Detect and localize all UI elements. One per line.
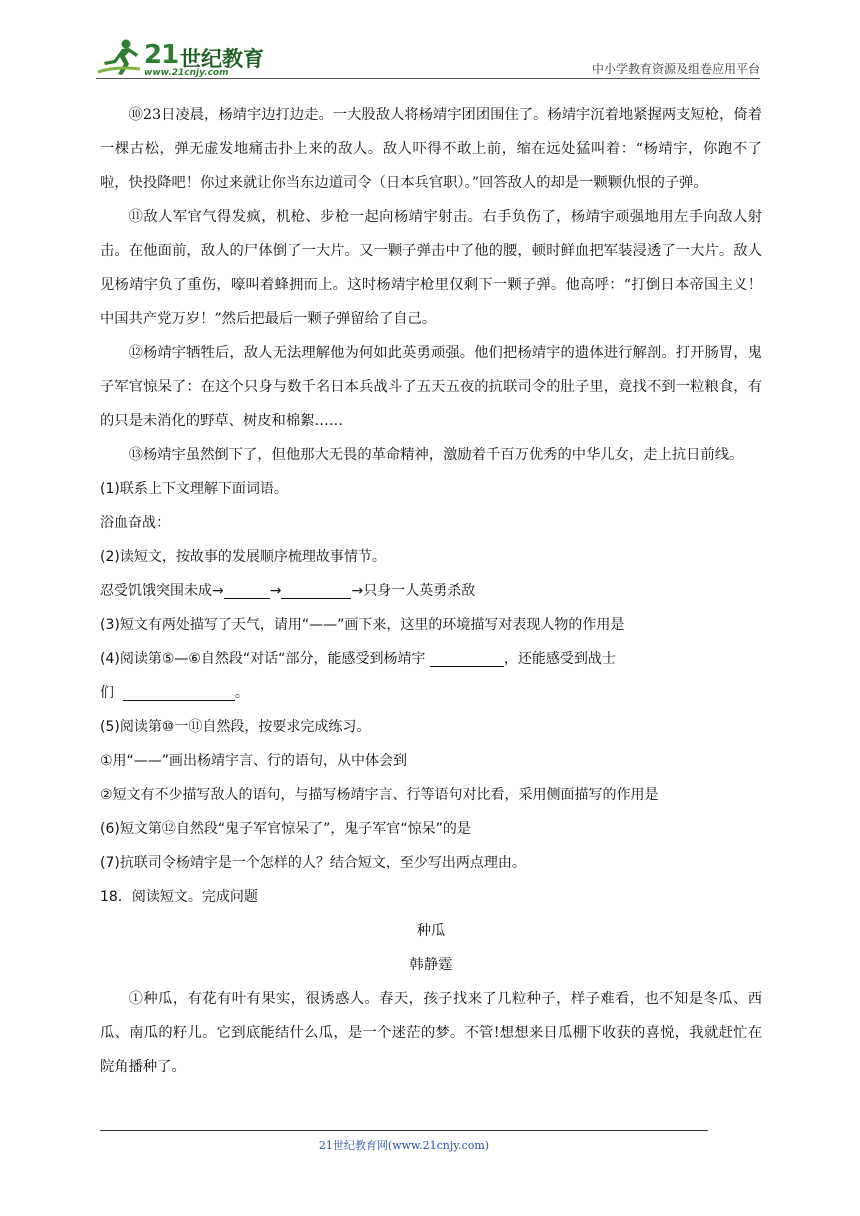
q4-text-b: ，还能感受到战士 (503, 651, 616, 667)
question-6: (6)短文第⑫自然段“鬼子军官惊呆了”，鬼子军官“惊呆”的是 (100, 821, 471, 837)
logo-url: www.21cnjy.com (144, 68, 229, 78)
answer-blank[interactable] (281, 582, 351, 599)
paragraph-12: ⑫杨靖宇牺牲后，敌人无法理解他为何如此英勇顽强。他们把杨靖宇的遗体进行解剖。打开肠胃，鬼子军官惊呆了：在这个只身与数千名日本兵战斗了五天五夜的抗联司令的肚子里，竟找不到一粒粮食，有的只是未消化的野草、树皮和棉絮…… (100, 345, 762, 429)
article-paragraph-1: ①种瓜，有花有叶有果实，很诱惑人。春天，孩子找来了几粒种子，样子难看，也不知是冬瓜、西瓜、南瓜的籽儿。它到底能结什么瓜，是一个迷茫的梦。不管!想想来日瓜棚下收获的喜悦，我就赶忙在院角播种了。 (100, 991, 762, 1075)
question-5: (5)阅读第⑩一⑪自然段，按要求完成练习。 (100, 719, 371, 735)
question-5-1: ①用“——”画出杨靖宇言、行的语句，从中体会到 (100, 753, 408, 769)
site-logo[interactable] (96, 38, 266, 80)
paragraph-10: ⑩23日凌晨，杨靖宇边打边走。一大股敌人将杨靖宇团团围住了。杨靖宇沉着地紧握两支短枪，倚着一棵古松，弹无虚发地痛击扑上来的敌人。敌人吓得不敢上前，缩在远处猛叫着：“杨靖宇，你跑不了啦，快投降吧！你过来就让你当东边道司令（日本兵官职）。”回答敌人的却是一颗颗仇恨的子弹。 (100, 107, 762, 191)
question-4 (100, 642, 762, 676)
footer-link[interactable]: 21世纪教育网(www.21cnjy.com) (318, 1139, 490, 1152)
logo-number: 21 (144, 40, 179, 70)
question-2: (2)读短文，按故事的发展顺序梳理故事情节。 (100, 549, 386, 565)
logo-name: 世纪教育 (180, 47, 264, 71)
q2-end: →只身一人英勇杀敌 (351, 583, 476, 599)
answer-blank[interactable] (123, 684, 235, 701)
q4-text-d: 。 (234, 685, 249, 701)
article-title: 种瓜 (416, 923, 446, 939)
question-7: (7)抗联司令杨靖宇是一个怎样的人？结合短文，至少写出两点理由。 (100, 855, 526, 871)
footer-divider (100, 1130, 708, 1131)
q4-text-a: (4)阅读第⑤—⑥自然段“对话“部分，能感受到杨靖宇 (100, 651, 426, 667)
answer-blank[interactable] (430, 650, 504, 667)
article-author: 韩静霆 (409, 957, 453, 973)
document-body (100, 98, 762, 1084)
q2-arrow: → (269, 583, 282, 599)
q2-start: 忍受饥饿突围未成→ (100, 583, 224, 599)
question-3: (3)短文有两处描写了天气，请用“——”画下来，这里的环境描写对表现人物的作用是 (100, 617, 625, 633)
question-5-2: ②短文有不少描写敌人的语句，与描写杨靖宇言、行等语句对比看，采用侧面描写的作用是 (100, 787, 659, 803)
question-18-title: 18．阅读短文。完成问题 (100, 889, 258, 905)
header-tagline: 中小学教育资源及组卷应用平台 (591, 62, 760, 76)
runner-logo-icon (96, 38, 142, 80)
question-2-chain (100, 574, 762, 608)
answer-blank[interactable] (224, 582, 270, 599)
q4-text-c: 们 (100, 685, 114, 701)
paragraph-11: ⑪敌人军官气得发疯，机枪、步枪一起向杨靖宇射击。右手负伤了，杨靖宇顽强地用左手向敌人射击。在他面前，敌人的尸体倒了一大片。又一颗子弹击中了他的腰，顿时鲜血把军装浸透了一大片。敌人见杨靖宇负了重伤，嚎叫着蜂拥而上。这时杨靖宇枪里仅剩下一颗子弹。他高呼：“打倒日本帝国主义！中国共产党万岁！”然后把最后一颗子弹留给了自己。 (100, 209, 762, 327)
header-divider (96, 78, 760, 79)
question-1: (1)联系上下文理解下面词语。 (100, 481, 288, 497)
question-1-term: 浴血奋战： (100, 515, 170, 531)
page-header (96, 38, 760, 80)
paragraph-13: ⑬杨靖宇虽然倒下了，但他那大无畏的革命精神，激励着千百万优秀的中华儿女，走上抗日前线。 (128, 447, 744, 463)
question-4-cont (100, 676, 762, 710)
